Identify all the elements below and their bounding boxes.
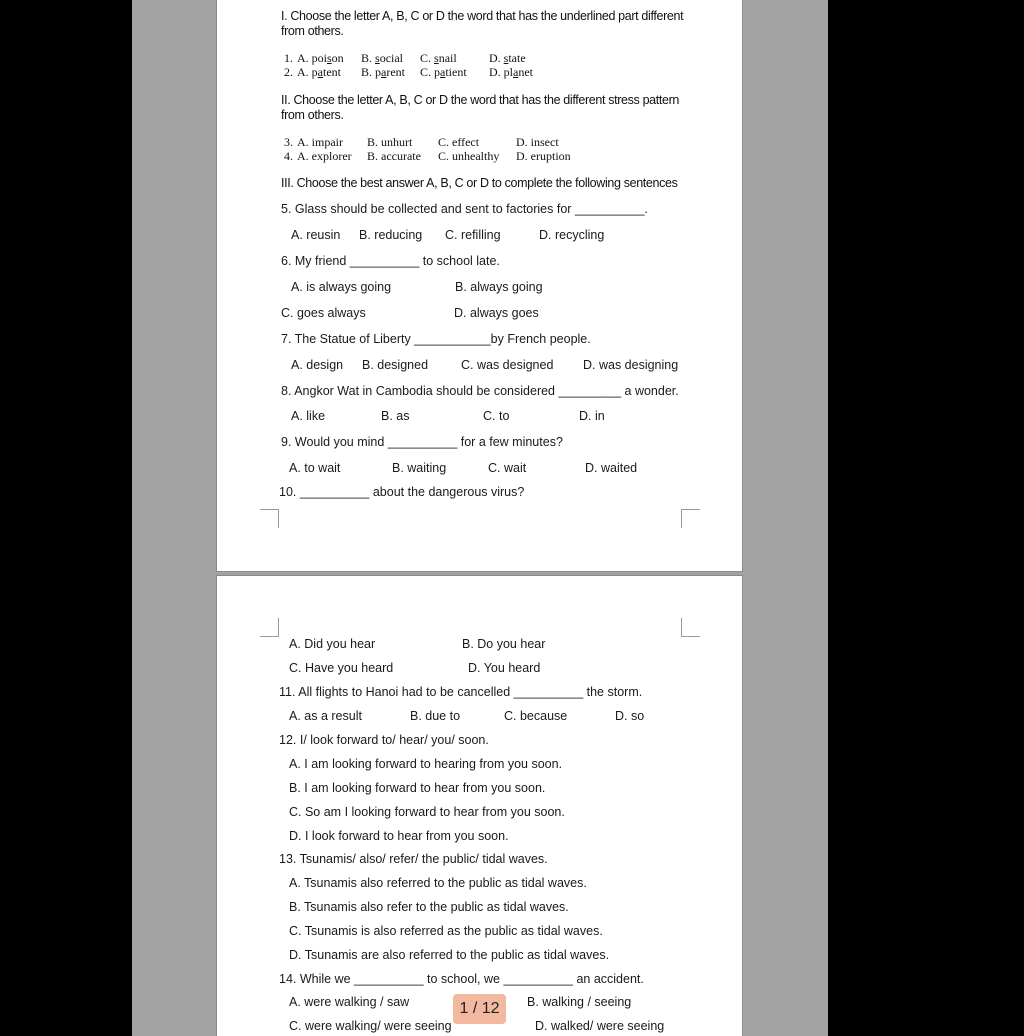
page-indicator: 1 / 12: [453, 994, 506, 1024]
q1-option-a: A. poison: [297, 51, 344, 65]
section-3-heading: III. Choose the best answer A, B, C or D to complete the following sentences: [281, 176, 678, 190]
q2-option-c: C. patient: [420, 65, 467, 79]
q1-option-c: C. snail: [420, 51, 457, 65]
crop-mark: [260, 618, 279, 637]
q2-option-d: D. planet: [489, 65, 533, 79]
crop-mark: [681, 509, 700, 528]
section-1-heading: I. Choose the letter A, B, C or D the word that has the underlined part different from others.: [281, 9, 684, 38]
crop-mark: [681, 618, 700, 637]
document-viewer[interactable]: [132, 0, 828, 1036]
q2-option-a: A. patent: [297, 65, 341, 79]
q1-option-d: D. state: [489, 51, 526, 65]
document-page-2: A. Did you hear B. Do you hear C. Have you heard D. You heard 11. All flights to Hanoi had to be cancelled __________ the storm. A. as a result B. due to C. because D. so 12. I/ look forward to/ hear/ you/ soon. A. I am looking forward to hearing from you soon. B. I am looking forward to hear from you soon. C. So am I looking forward to hear from you soon. D. I look forward to hear from you soon. 13. Tsunamis/ also/ refer/ the public/ tidal waves. A. Tsunamis also referred to the public as tidal waves. B. Tsunamis also refer to the public as tidal waves. C. Tsunamis is also referred as the public as tidal waves. D. Tsunamis are also referred to the public as tidal waves. 14. While we __________ to school, we __________ an accident. A. were walking / saw B. walking / seeing C. were walking/ were seeing D. walked/ were seeing: [217, 576, 742, 1036]
q2-option-b: B. parent: [361, 65, 405, 79]
document-page-1: I. Choose the letter A, B, C or D the word that has the underlined part different from others. 1. A. poison B. social C. snail D. state 2. A. patent B. parent C. patient D. planet II. Choose the letter A, B, C or D the word that has the different stress pattern from others. 3. A. impair B. unhurt C. effect D. insect 4. A. explorer B. accurate C. unhealthy D. eruption III. Choose the best answer A, B, C or D to complete the following sentences 5. Glass should be collected and sent to factories for __________. A. reusin B. reducing C. refilling D. recycling 6. My friend __________ to school late. A. is always going B. always going C. goes always D. always goes 7. The Statue of Liberty ___________by French people. A. design B. designed C. was designed D. was designing 8. Angkor Wat in Cambodia should be considered _________ a wonder. A. like B. as C. to D. in 9. Would you mind __________ for a few minutes? A. to wait B. waiting C. wait D. waited 10. __________ about the dangerous virus?: [217, 0, 742, 571]
crop-mark: [260, 509, 279, 528]
q1-option-b: B. social: [361, 51, 404, 65]
section-2-heading: II. Choose the letter A, B, C or D the word that has the different stress pattern from others.: [281, 93, 680, 122]
